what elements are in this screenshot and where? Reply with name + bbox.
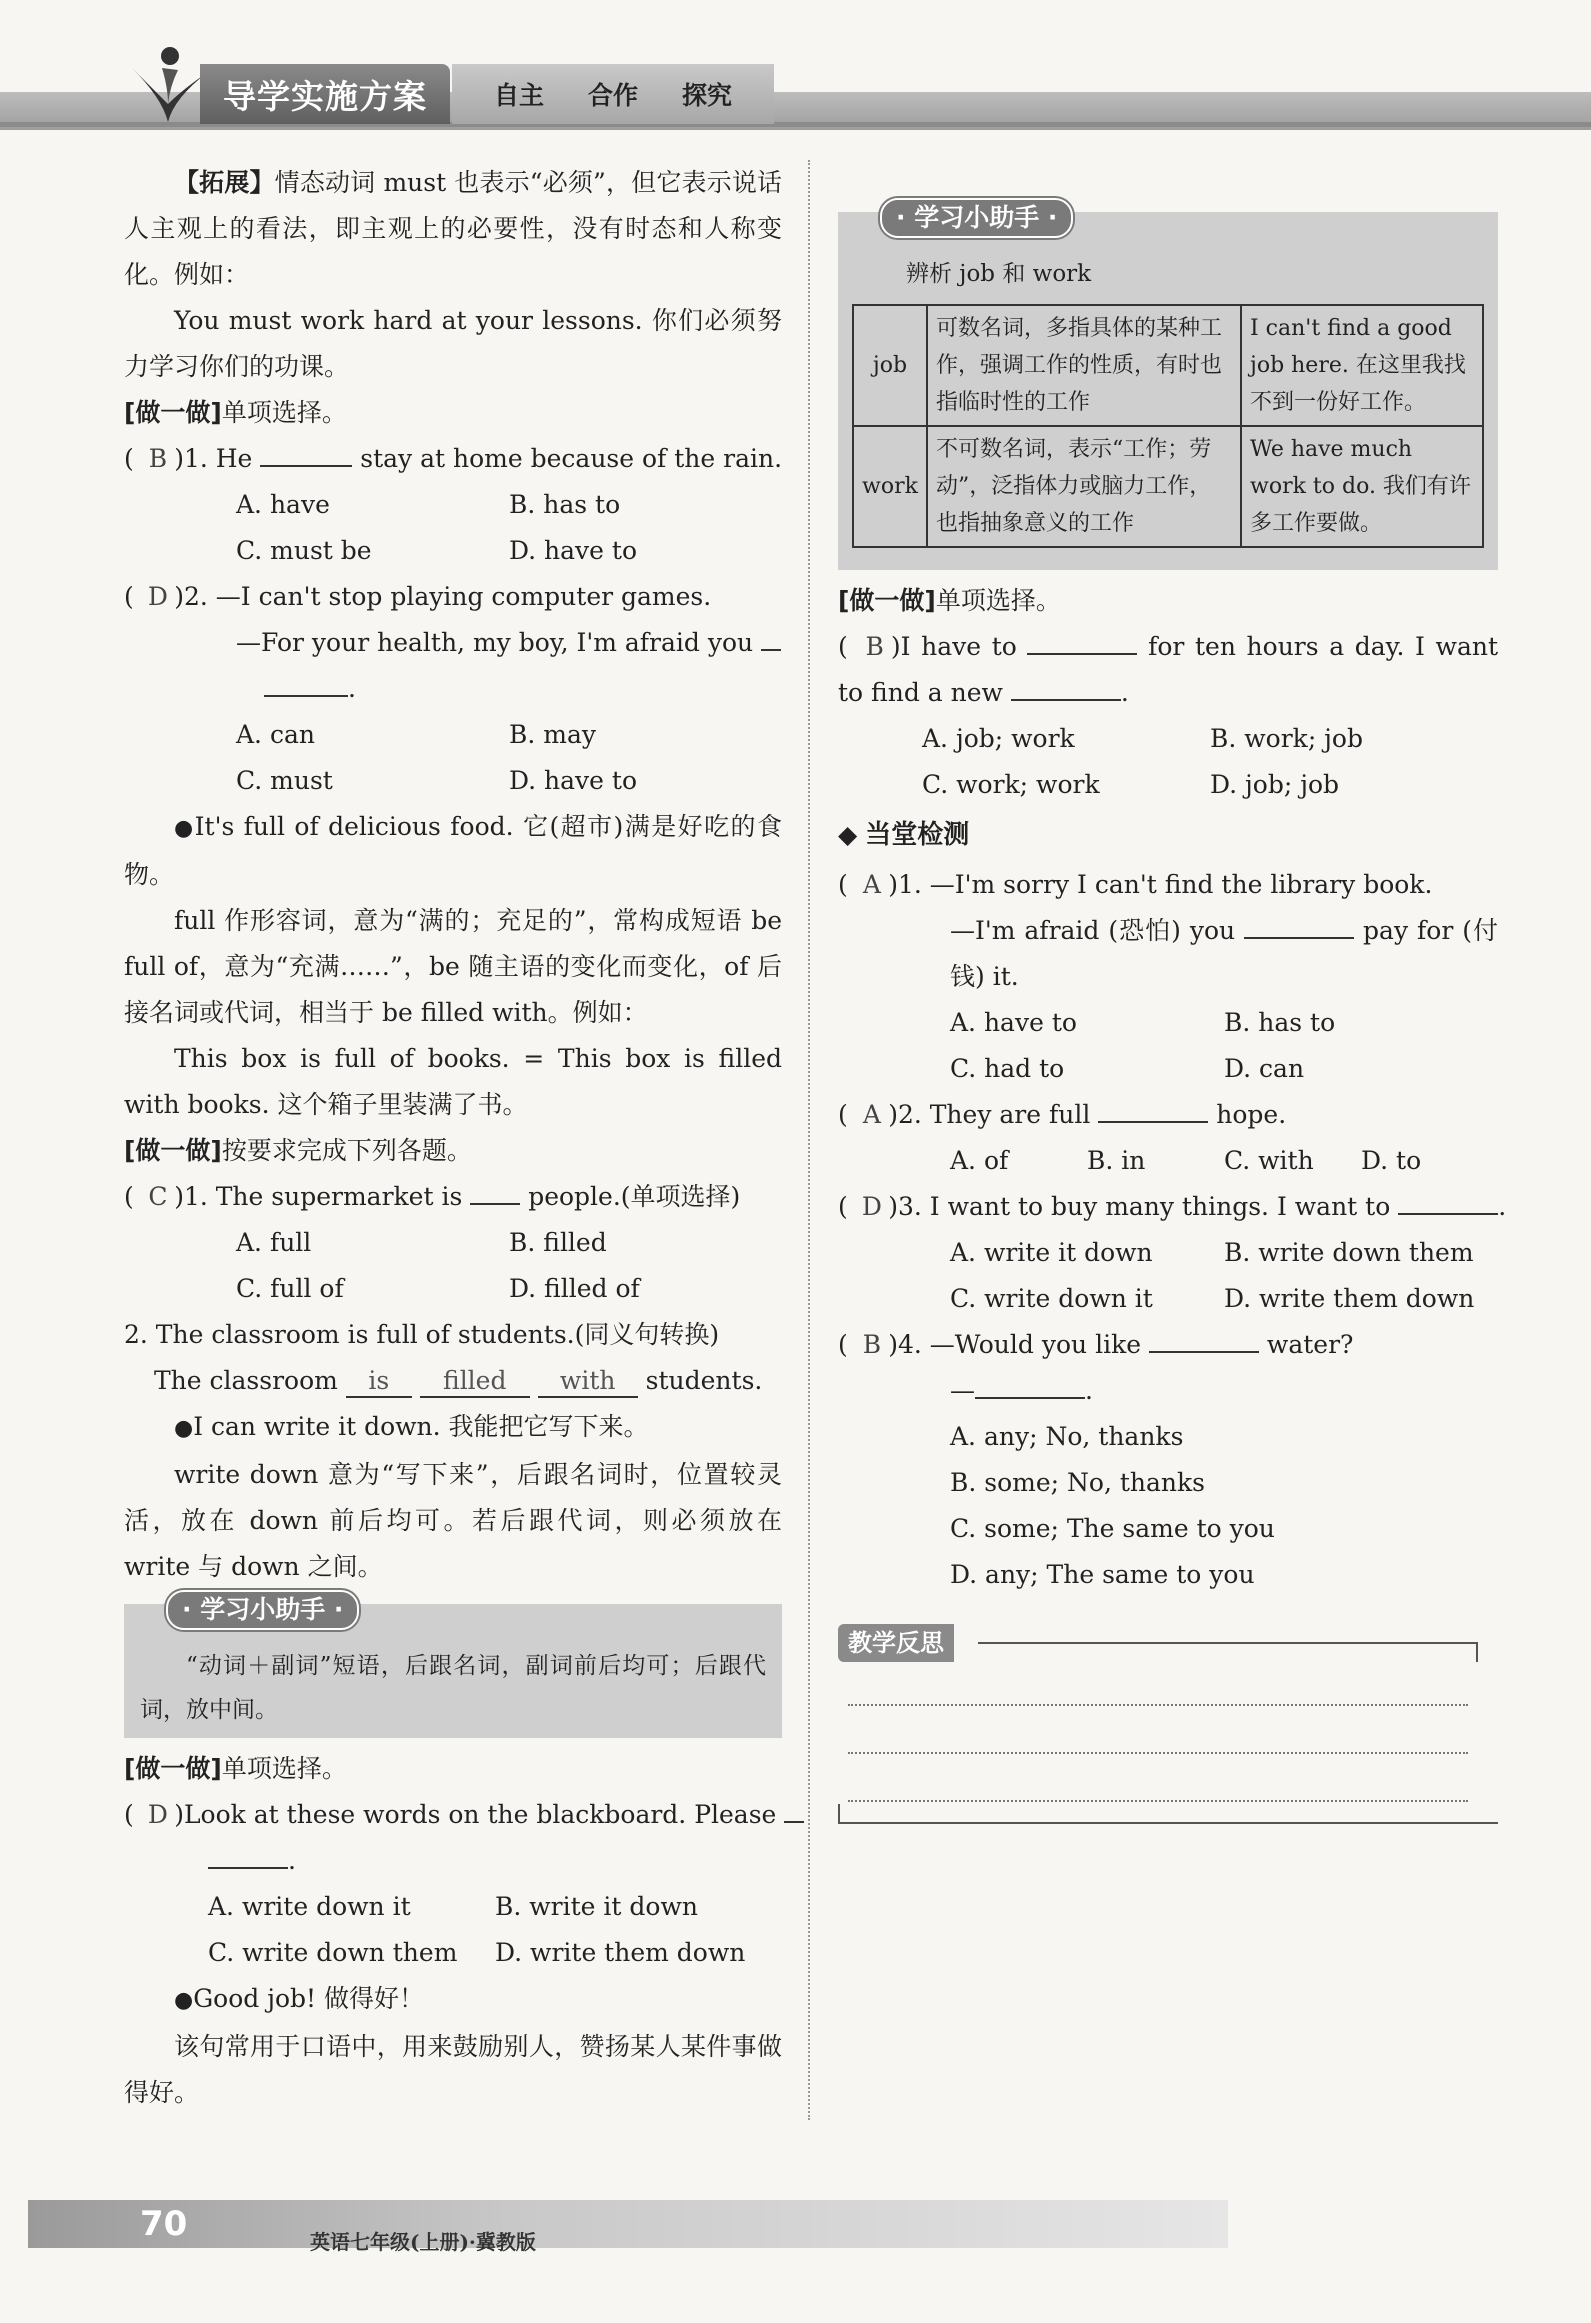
- page-number: 70: [140, 2204, 188, 2244]
- teaching-reflection-tag: 教学反思: [838, 1624, 954, 1662]
- footer-bar: [28, 2200, 1228, 2248]
- study-helper-tag: · 学习小助手 ·: [880, 198, 1073, 238]
- extension-example: You must work hard at your lessons. 你们必须努力学习你们的功课。: [124, 306, 782, 381]
- option: C. with: [1224, 1146, 1314, 1175]
- answer-blank[interactable]: [1011, 671, 1121, 701]
- option: C. write down them: [208, 1938, 458, 1967]
- option: B. has to: [1224, 1008, 1336, 1037]
- option: D. have to: [509, 766, 638, 795]
- options: [838, 1276, 1498, 1322]
- option: D. to: [1361, 1146, 1422, 1175]
- filled-answer[interactable]: is: [346, 1366, 412, 1398]
- answer-blank[interactable]: [784, 1793, 804, 1823]
- answer-blank[interactable]: [1398, 1185, 1498, 1215]
- option: D. write them down: [495, 1938, 746, 1967]
- diamond-icon: ◆: [838, 820, 858, 849]
- table-cell: We have much work to do. 我们有许多工作要做。: [1241, 426, 1483, 547]
- table-cell: I can't find a good job here. 在这里我找不到一份好工作。: [1241, 305, 1483, 426]
- study-helper-tag: · 学习小助手 ·: [166, 1590, 359, 1630]
- question-text: —For your health, my boy, I'm afraid you: [236, 628, 754, 657]
- question: ( D )Look at these words on the blackboard. Please: [124, 1792, 782, 1838]
- option: A. write it down: [950, 1238, 1153, 1267]
- option: C. had to: [950, 1054, 1065, 1083]
- header-tag: 合作: [587, 81, 638, 110]
- option: A. can: [236, 720, 315, 749]
- answer-blank[interactable]: [1244, 909, 1354, 939]
- question-text: stay at home because of the rain.: [360, 444, 783, 473]
- divider: [1476, 1642, 1478, 1662]
- question-line: [838, 908, 1498, 1000]
- options: [838, 1000, 1498, 1046]
- question-text: pay for (付钱) it.: [950, 916, 1498, 991]
- answer-blank[interactable]: [761, 621, 781, 651]
- option: A. full: [236, 1228, 312, 1257]
- question-line: [124, 620, 782, 666]
- sentence-point-text: Good job! 做得好！: [193, 1984, 425, 2013]
- option: D. have to: [509, 536, 638, 565]
- header-tags: [452, 64, 774, 124]
- option: B. some; No, thanks: [950, 1468, 1205, 1497]
- header-tag: 探究: [681, 81, 732, 110]
- left-column: [124, 160, 782, 2116]
- example: This box is full of books. = This box is filled with books. 这个箱子里装满了书。: [124, 1044, 782, 1119]
- bullet-icon: ●: [174, 1416, 194, 1441]
- answer-mark: B: [862, 1330, 882, 1359]
- question-line: [124, 1358, 782, 1404]
- answer-blank[interactable]: [1098, 1093, 1208, 1123]
- table-cell: 可数名词，多指具体的某种工作，强调工作的性质，有时也指临时性的工作: [927, 305, 1241, 426]
- question-text: —I'm afraid (恐怕) you: [950, 916, 1236, 945]
- options: [124, 482, 782, 528]
- teaching-reflection-box: [838, 1624, 1498, 1824]
- option: B. write down them: [1224, 1238, 1474, 1267]
- answer-mark: D: [147, 1800, 168, 1829]
- explanation: 该句常用于口语中，用来鼓励别人，赞扬某人某件事做得好。: [124, 2032, 782, 2107]
- options: [838, 1230, 1498, 1276]
- question: ( C )1. The supermarket is people.(单项选择): [124, 1174, 782, 1220]
- question: ( D )2. —I can't stop playing computer games.: [124, 574, 782, 620]
- explanation: write down 意为“写下来”，后跟名词时，位置较灵活，放在 down 前后均可。若后跟代词，则必须放在 write 与 down 之间。: [124, 1460, 782, 1581]
- question-text: )1. —I'm sorry I can't find the library book.: [888, 870, 1433, 899]
- options: [124, 712, 782, 758]
- question-text: )1. He: [174, 444, 253, 473]
- divider: [838, 1804, 840, 1824]
- options: [124, 1266, 782, 1312]
- exercise-heading: [124, 390, 782, 436]
- answer-mark: D: [147, 582, 168, 611]
- sentence-point: [124, 1976, 782, 2024]
- question: ( B )4. —Would you like water?: [838, 1322, 1498, 1368]
- extension-text: 情态动词 must 也表示“必须”，但它表示说话人主观上的看法，即主观上的必要性，没有时态和人称变化。例如：: [124, 168, 782, 289]
- exercise-instruction: 单项选择。: [221, 398, 347, 427]
- question-text: hope.: [1216, 1100, 1287, 1129]
- option: D. job; job: [1210, 770, 1340, 799]
- header-title-box: [200, 64, 450, 124]
- divider: [838, 1822, 1498, 1824]
- reading-figure-icon: [122, 38, 212, 128]
- question: ( D )3. I want to buy many things. I want to .: [838, 1184, 1498, 1230]
- exercise-instruction: 单项选择。: [935, 586, 1061, 615]
- options: [124, 528, 782, 574]
- header-tag: 自主: [493, 81, 544, 110]
- table-row: [853, 426, 1483, 547]
- option: B. may: [509, 720, 596, 749]
- answer-mark: C: [148, 1182, 168, 1211]
- filled-answer[interactable]: with: [538, 1366, 638, 1398]
- answer-mark: B: [865, 632, 884, 661]
- option: A. any; No, thanks: [950, 1422, 1184, 1451]
- question-line: .: [124, 1838, 782, 1884]
- in-class-check-title: 当堂检测: [865, 820, 970, 850]
- question-text: water?: [1266, 1330, 1354, 1359]
- divider: [978, 1642, 1478, 1644]
- study-helper-text: “动词＋副词”短语，后跟名词，副词前后均可；后跟代词，放中间。: [140, 1653, 766, 1723]
- question-text: )4. —Would you like: [888, 1330, 1142, 1359]
- question: ( B )1. He stay at home because of the rain.: [124, 436, 782, 482]
- answer-blank[interactable]: [975, 1369, 1085, 1399]
- exercise-label: [做一做]: [838, 586, 936, 615]
- question-line: — .: [838, 1368, 1498, 1414]
- study-helper-box: [124, 1595, 782, 1738]
- options: [124, 1884, 782, 1930]
- option: C. work; work: [922, 770, 1100, 799]
- exercise-label: [做一做]: [124, 398, 222, 427]
- option: C. full of: [236, 1274, 344, 1303]
- question-text: for ten hours a day. I want to find a new: [838, 632, 1499, 707]
- options: [124, 758, 782, 804]
- option: C. must: [236, 766, 333, 795]
- question-text: The classroom: [154, 1366, 338, 1395]
- option: D. write them down: [1224, 1284, 1475, 1313]
- writing-line[interactable]: [848, 1704, 1468, 1706]
- options: [838, 716, 1498, 762]
- option: B. work; job: [1210, 724, 1363, 753]
- answer-mark: D: [861, 1192, 882, 1221]
- exercise-instruction: 按要求完成下列各题。: [221, 1136, 472, 1165]
- exercise-instruction: 单项选择。: [221, 1754, 347, 1783]
- exercise-heading: [124, 1746, 782, 1792]
- option: D. filled of: [509, 1274, 640, 1303]
- sentence-point: [124, 804, 782, 898]
- question-text: )2. —I can't stop playing computer games.: [174, 582, 712, 611]
- extension-label: 【拓展】: [174, 168, 275, 197]
- header-title: 导学实施方案: [223, 76, 427, 116]
- options: [838, 762, 1498, 808]
- option: D. any; The same to you: [950, 1560, 1255, 1589]
- option: A. have: [236, 490, 330, 519]
- answer-blank[interactable]: [260, 437, 352, 467]
- sentence-point: [124, 1404, 782, 1452]
- question-text: )1. The supermarket is: [174, 1182, 463, 1211]
- explanation: full 作形容词，意为“满的；充足的”，常构成短语 be full of，意为“充满……”，be 随主语的变化而变化，of 后接名词或代词，相当于 be filled with。例如：: [124, 906, 782, 1027]
- options: [124, 1220, 782, 1266]
- question: 2. The classroom is full of students.(同义句转换): [124, 1320, 720, 1349]
- filled-answer[interactable]: filled: [420, 1366, 530, 1398]
- question: ( A )1. —I'm sorry I can't find the library book.: [838, 862, 1498, 908]
- options: [838, 1046, 1498, 1092]
- option: C. write down it: [950, 1284, 1153, 1313]
- book-title: 英语七年级(上册)·冀教版: [310, 2230, 536, 2254]
- table-cell: work: [853, 426, 927, 547]
- answer-mark: B: [148, 444, 168, 473]
- table-row: [853, 305, 1483, 426]
- exercise-heading: [838, 578, 1498, 624]
- option: B. in: [1087, 1146, 1146, 1175]
- option: A. have to: [950, 1008, 1077, 1037]
- option: A. job; work: [922, 724, 1075, 753]
- option: B. has to: [509, 490, 621, 519]
- question-text: )Look at these words on the blackboard. Please: [174, 1800, 777, 1829]
- column-divider: [808, 160, 810, 2120]
- question-text: )2. They are full: [888, 1100, 1091, 1129]
- option: A. of: [950, 1146, 1009, 1175]
- question-text: )I have to: [890, 632, 1017, 661]
- option: C. some; The same to you: [950, 1514, 1275, 1543]
- question-line: .: [124, 666, 782, 712]
- sentence-point-text: It's full of delicious food. 它(超市)满是好吃的食物。: [124, 812, 782, 889]
- answer-mark: A: [862, 1100, 881, 1129]
- answer-blank[interactable]: [208, 1839, 288, 1869]
- options: [124, 1930, 782, 1976]
- answer-blank[interactable]: [264, 667, 348, 697]
- option: B. filled: [509, 1228, 607, 1257]
- writing-line[interactable]: [848, 1800, 1468, 1802]
- table-cell: job: [853, 305, 927, 426]
- job-work-table: [852, 304, 1484, 548]
- exercise-label: [做一做]: [124, 1136, 222, 1165]
- answer-mark: A: [862, 870, 881, 899]
- in-class-check-heading: [838, 808, 1498, 862]
- exercise-heading: [124, 1128, 782, 1174]
- writing-line[interactable]: [848, 1752, 1468, 1754]
- answer-blank[interactable]: [1027, 625, 1137, 655]
- right-column: [838, 160, 1507, 1824]
- option: B. write it down: [495, 1892, 698, 1921]
- extension-paragraph: [124, 160, 782, 298]
- question-text: people.(单项选择): [528, 1182, 741, 1211]
- answer-blank[interactable]: [470, 1175, 520, 1205]
- options: [838, 1138, 1498, 1184]
- question: ( A )2. They are full hope.: [838, 1092, 1498, 1138]
- question: ( B )I have to for ten hours a day. I want to find a new .: [838, 624, 1498, 716]
- question-text: students.: [645, 1366, 763, 1395]
- sentence-point-text: I can write it down. 我能把它写下来。: [193, 1412, 649, 1441]
- study-helper-box: [838, 203, 1498, 570]
- bullet-icon: ●: [174, 816, 195, 841]
- option: A. write down it: [208, 1892, 411, 1921]
- question-text: )3. I want to buy many things. I want to: [888, 1192, 1391, 1221]
- option: C. must be: [236, 536, 372, 565]
- answer-blank[interactable]: [1149, 1323, 1259, 1353]
- study-helper-subtitle: 辨析 job 和 work: [906, 261, 1092, 287]
- table-cell: 不可数名词，表示“工作；劳动”，泛指体力或脑力工作，也指抽象意义的工作: [927, 426, 1241, 547]
- bullet-icon: ●: [174, 1988, 194, 2013]
- option: D. can: [1224, 1054, 1305, 1083]
- exercise-label: [做一做]: [124, 1754, 222, 1783]
